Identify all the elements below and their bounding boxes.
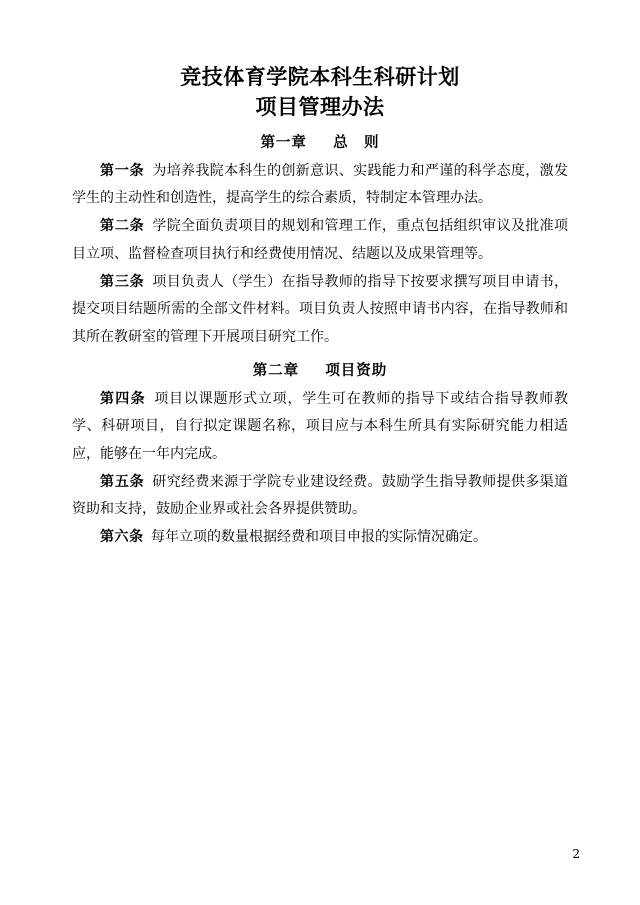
article-5 bbox=[72, 469, 568, 524]
page-number: 2 bbox=[572, 847, 580, 861]
article-5-label: 第五条 bbox=[100, 473, 145, 490]
page-title-line-1: 竞技体育学院本科生科研计划 bbox=[180, 64, 460, 89]
article-3-text: 项目负责人（学生）在指导教师的指导下按要求撰写项目申请书，提交项目结题所需的全部文件材料。项目负责人按照申请书内容，在指导教师和其所在教研室的管理下开展项目研究工作。 bbox=[72, 274, 568, 345]
article-5-text: 研究经费来源于学院专业建设经费。鼓励学生指导教师提供多渠道资助和支持，鼓励企业界或社会各界提供赞助。 bbox=[72, 473, 568, 518]
chapter-heading-2-prefix: 第二章 bbox=[252, 361, 300, 379]
chapter-heading-1-prefix: 第一章 bbox=[260, 133, 307, 151]
article-4-text: 项目以课题形式立项，学生可在教师的指导下或结合指导教师教学、科研项目，自行拟定课题名称，项目应与本科生所具有实际研究能力相适应，能够在一年内完成。 bbox=[72, 390, 569, 462]
article-1-text: 为培养我院本科生的创新意识、实践能力和严谨的科学态度，激发学生的主动性和创造性，提高学生的综合素质，特制定本管理办法。 bbox=[72, 162, 568, 207]
article-1-label: 第一条 bbox=[100, 162, 145, 179]
article-4 bbox=[72, 386, 568, 468]
chapter-heading-2-name: 项目资助 bbox=[325, 361, 388, 379]
chapter-heading-2 bbox=[72, 359, 568, 380]
article-6 bbox=[72, 524, 568, 551]
article-6-label: 第六条 bbox=[100, 529, 144, 546]
page-title-line-2: 项目管理办法 bbox=[255, 94, 385, 120]
article-2-text: 学院全面负责项目的规划和管理工作，重点包括组织审议及批准项目立项、监督检查项目执行和经费使用情况、结题以及成果管理等。 bbox=[72, 218, 568, 262]
page-title bbox=[72, 62, 568, 123]
article-2-label: 第二条 bbox=[100, 218, 145, 235]
article-3-label: 第三条 bbox=[100, 274, 145, 291]
chapter-heading-1 bbox=[72, 131, 568, 152]
article-6-text: 每年立项的数量根据经费和项目申报的实际情况确定。 bbox=[151, 529, 487, 546]
article-4-label: 第四条 bbox=[100, 390, 146, 407]
chapter-heading-1-name: 总 则 bbox=[333, 133, 380, 151]
article-3 bbox=[72, 269, 568, 351]
article-1 bbox=[72, 158, 568, 213]
article-2 bbox=[72, 213, 568, 268]
